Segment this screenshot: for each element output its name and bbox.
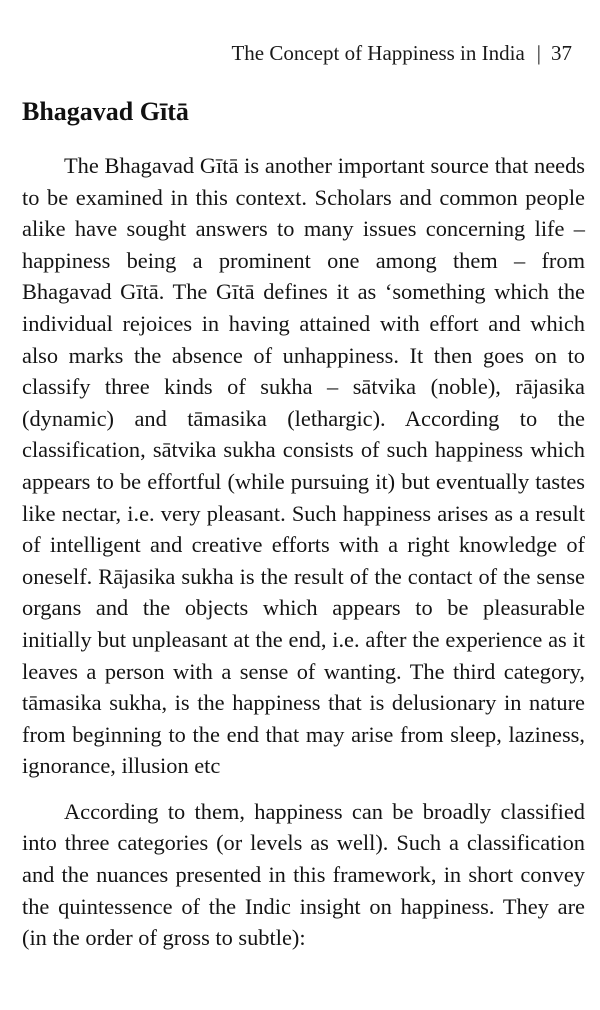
running-header: [231, 40, 572, 66]
page-number: 37: [551, 41, 572, 65]
running-title: The Concept of Happiness in India: [231, 41, 525, 65]
body-text: [22, 150, 585, 954]
paragraph-classification: According to them, happiness can be broadly classified into three categories (or levels as well). Such a classification and the nuances presented in this framework, in short convey the quintessence of the Indic insight on happiness. They are (in the order of gross to subtle):: [22, 798, 585, 951]
section-heading: Bhagavad Gītā: [22, 97, 189, 126]
paragraph-gita-intro: The Bhagavad Gītā is another important source that needs to be examined in this context. Scholars and common people alike have sought answers to many issues concerning life – happiness being a prominent one among them – from Bhagavad Gītā. The Gītā defines it as ‘something which the individual rejoices in having attained with effort and which also marks the absence of unhappiness. It then goes on to classify three kinds of sukha – sātvika (noble), rājasika (dynamic) and tāmasika (lethargic). According to the classification, sātvika sukha consists of such happiness which appears to be effortful (while pursuing it) but eventually tastes like nectar, i.e. very pleasant. Such happiness arises as a result of intelligent and creative efforts with a right knowledge of oneself. Rājasika sukha is the result of the contact of the sense organs and the objects which appears to be pleasurable initially but unpleasant at the end, i.e. after the experience as it leaves a person with a sense of wanting. The third category, tāmasika sukha, is the happiness that is delusionary in nature from beginning to the end that may arise from sleep, laziness, ignorance, illusion etc: [22, 153, 585, 779]
header-separator: |: [536, 41, 541, 65]
